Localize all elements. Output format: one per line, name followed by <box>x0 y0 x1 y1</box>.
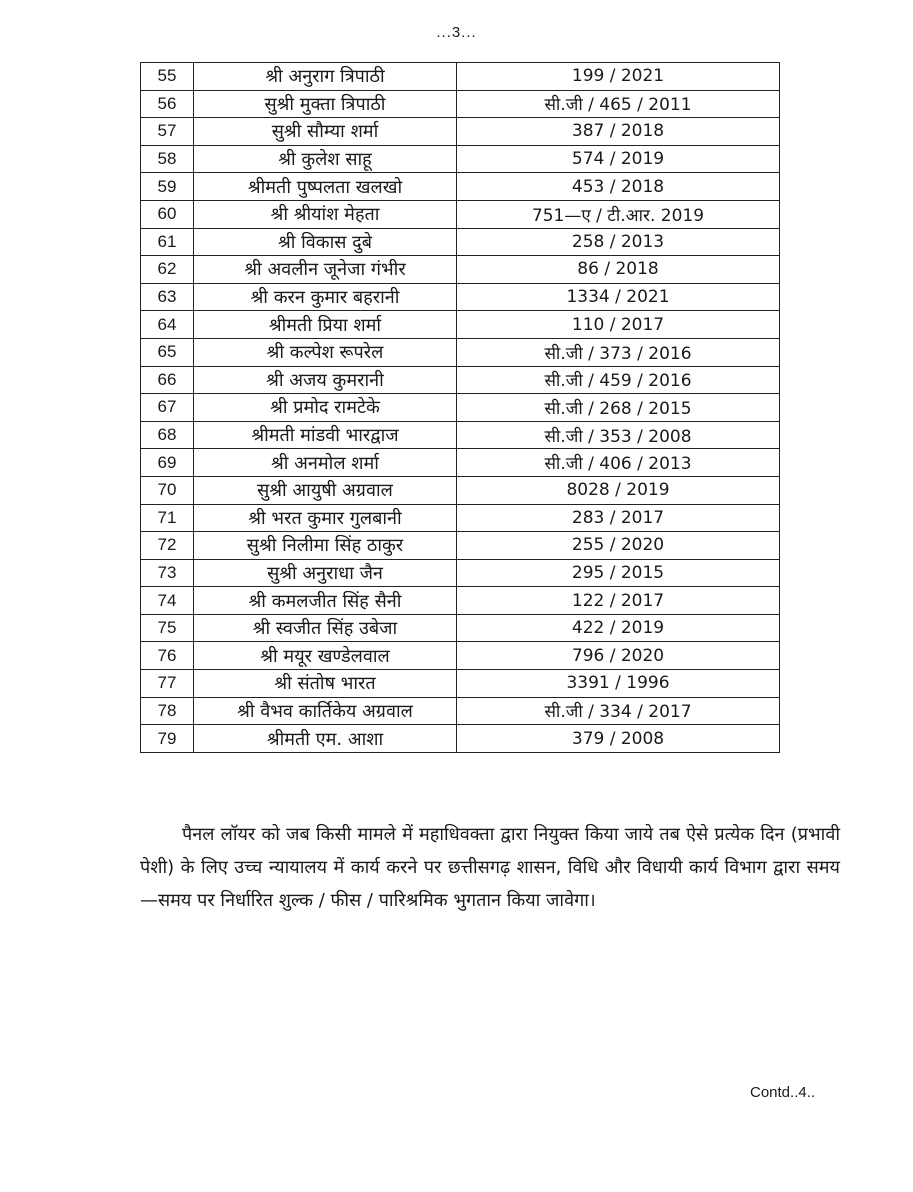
enrollment-number-cell: 295 / 2015 <box>457 559 780 587</box>
serial-number-cell: 79 <box>141 725 194 753</box>
serial-number-cell: 68 <box>141 421 194 449</box>
lawyer-name-cell: श्री कमलजीत सिंह सैनी <box>194 587 457 615</box>
lawyer-table <box>140 62 780 753</box>
serial-number-cell: 56 <box>141 90 194 118</box>
serial-number-cell: 73 <box>141 559 194 587</box>
enrollment-number-cell: सी.जी / 353 / 2008 <box>457 421 780 449</box>
enrollment-number-cell: 3391 / 1996 <box>457 670 780 698</box>
serial-number-cell: 71 <box>141 504 194 532</box>
lawyer-name-cell: श्रीमती मांडवी भारद्वाज <box>194 421 457 449</box>
serial-number-cell: 66 <box>141 366 194 394</box>
serial-number-cell: 72 <box>141 532 194 560</box>
lawyer-name-cell: श्री करन कुमार बहरानी <box>194 283 457 311</box>
serial-number-cell: 70 <box>141 476 194 504</box>
enrollment-number-cell: सी.जी / 406 / 2013 <box>457 449 780 477</box>
table-row <box>141 504 780 532</box>
enrollment-number-cell: 258 / 2013 <box>457 228 780 256</box>
enrollment-number-cell: 8028 / 2019 <box>457 476 780 504</box>
table-row <box>141 200 780 228</box>
serial-number-cell: 76 <box>141 642 194 670</box>
table-row <box>141 532 780 560</box>
lawyer-name-cell: श्री विकास दुबे <box>194 228 457 256</box>
lawyer-name-cell: श्री संतोष भारत <box>194 670 457 698</box>
serial-number-cell: 58 <box>141 145 194 173</box>
lawyer-name-cell: श्री कल्पेश रूपरेल <box>194 338 457 366</box>
serial-number-cell: 65 <box>141 338 194 366</box>
enrollment-number-cell: 1334 / 2021 <box>457 283 780 311</box>
lawyer-name-cell: श्री अनुराग त्रिपाठी <box>194 63 457 91</box>
lawyer-name-cell: श्री स्वजीत सिंह उबेजा <box>194 614 457 642</box>
lawyer-name-cell: श्री भरत कुमार गुलबानी <box>194 504 457 532</box>
enrollment-number-cell: 574 / 2019 <box>457 145 780 173</box>
serial-number-cell: 62 <box>141 256 194 284</box>
table-row <box>141 283 780 311</box>
table-row <box>141 559 780 587</box>
table-row <box>141 90 780 118</box>
serial-number-cell: 63 <box>141 283 194 311</box>
serial-number-cell: 74 <box>141 587 194 615</box>
table-row <box>141 725 780 753</box>
lawyer-table-body <box>141 63 780 753</box>
table-row <box>141 670 780 698</box>
enrollment-number-cell: 387 / 2018 <box>457 118 780 146</box>
serial-number-cell: 69 <box>141 449 194 477</box>
enrollment-number-cell: 199 / 2021 <box>457 63 780 91</box>
enrollment-number-cell: 122 / 2017 <box>457 587 780 615</box>
fee-paragraph: पैनल लॉयर को जब किसी मामले में महाधिवक्ता द्वारा नियुक्त किया जाये तब ऐसे प्रत्येक दिन (प्रभावी पेशी) के लिए उच्च न्यायालय में कार्य करने पर छत्तीसगढ़ शासन, विधि और विधायी कार्य विभाग द्वारा समय—समय पर निर्धारित शुल्क / फीस / पारिश्रमिक भुगतान किया जावेगा। <box>140 824 840 911</box>
table-row <box>141 228 780 256</box>
enrollment-number-cell: 255 / 2020 <box>457 532 780 560</box>
continued-note: Contd..4.. <box>750 1084 816 1101</box>
enrollment-number-cell: 422 / 2019 <box>457 614 780 642</box>
enrollment-number-cell: 796 / 2020 <box>457 642 780 670</box>
table-row <box>141 366 780 394</box>
lawyer-name-cell: श्री अवलीन जूनेजा गंभीर <box>194 256 457 284</box>
lawyer-name-cell: सुश्री अनुराधा जैन <box>194 559 457 587</box>
table-row <box>141 173 780 201</box>
lawyer-name-cell: श्री अजय कुमरानी <box>194 366 457 394</box>
serial-number-cell: 75 <box>141 614 194 642</box>
table-row <box>141 421 780 449</box>
enrollment-number-cell: 86 / 2018 <box>457 256 780 284</box>
page-number: ...3... <box>436 24 477 41</box>
enrollment-number-cell: सी.जी / 334 / 2017 <box>457 697 780 725</box>
lawyer-name-cell: सुश्री आयुषी अग्रवाल <box>194 476 457 504</box>
lawyer-name-cell: सुश्री सौम्या शर्मा <box>194 118 457 146</box>
serial-number-cell: 61 <box>141 228 194 256</box>
table-row <box>141 145 780 173</box>
lawyer-name-cell: सुश्री निलीमा सिंह ठाकुर <box>194 532 457 560</box>
table-row <box>141 476 780 504</box>
enrollment-number-cell: 453 / 2018 <box>457 173 780 201</box>
serial-number-cell: 55 <box>141 63 194 91</box>
enrollment-number-cell: सी.जी / 465 / 2011 <box>457 90 780 118</box>
enrollment-number-cell: 379 / 2008 <box>457 725 780 753</box>
serial-number-cell: 64 <box>141 311 194 339</box>
lawyer-name-cell: श्री कुलेश साहू <box>194 145 457 173</box>
lawyer-name-cell: श्रीमती एम. आशा <box>194 725 457 753</box>
table-row <box>141 642 780 670</box>
table-row <box>141 256 780 284</box>
enrollment-number-cell: सी.जी / 268 / 2015 <box>457 394 780 422</box>
table-row <box>141 338 780 366</box>
table-row <box>141 587 780 615</box>
table-row <box>141 311 780 339</box>
enrollment-number-cell: 751—ए / टी.आर. 2019 <box>457 200 780 228</box>
enrollment-number-cell: सी.जी / 373 / 2016 <box>457 338 780 366</box>
table-row <box>141 118 780 146</box>
lawyer-name-cell: श्रीमती प्रिया शर्मा <box>194 311 457 339</box>
enrollment-number-cell: सी.जी / 459 / 2016 <box>457 366 780 394</box>
table-row <box>141 449 780 477</box>
enrollment-number-cell: 110 / 2017 <box>457 311 780 339</box>
enrollment-number-cell: 283 / 2017 <box>457 504 780 532</box>
lawyer-name-cell: श्री अनमोल शर्मा <box>194 449 457 477</box>
lawyer-name-cell: श्रीमती पुष्पलता खलखो <box>194 173 457 201</box>
lawyer-name-cell: श्री मयूर खण्डेलवाल <box>194 642 457 670</box>
lawyer-name-cell: श्री वैभव कार्तिकेय अग्रवाल <box>194 697 457 725</box>
serial-number-cell: 60 <box>141 200 194 228</box>
serial-number-cell: 59 <box>141 173 194 201</box>
table-row <box>141 63 780 91</box>
table-row <box>141 697 780 725</box>
serial-number-cell: 78 <box>141 697 194 725</box>
lawyer-name-cell: श्री प्रमोद रामटेके <box>194 394 457 422</box>
table-row <box>141 394 780 422</box>
serial-number-cell: 57 <box>141 118 194 146</box>
serial-number-cell: 67 <box>141 394 194 422</box>
lawyer-name-cell: सुश्री मुक्ता त्रिपाठी <box>194 90 457 118</box>
serial-number-cell: 77 <box>141 670 194 698</box>
lawyer-name-cell: श्री श्रीयांश मेहता <box>194 200 457 228</box>
table-row <box>141 614 780 642</box>
